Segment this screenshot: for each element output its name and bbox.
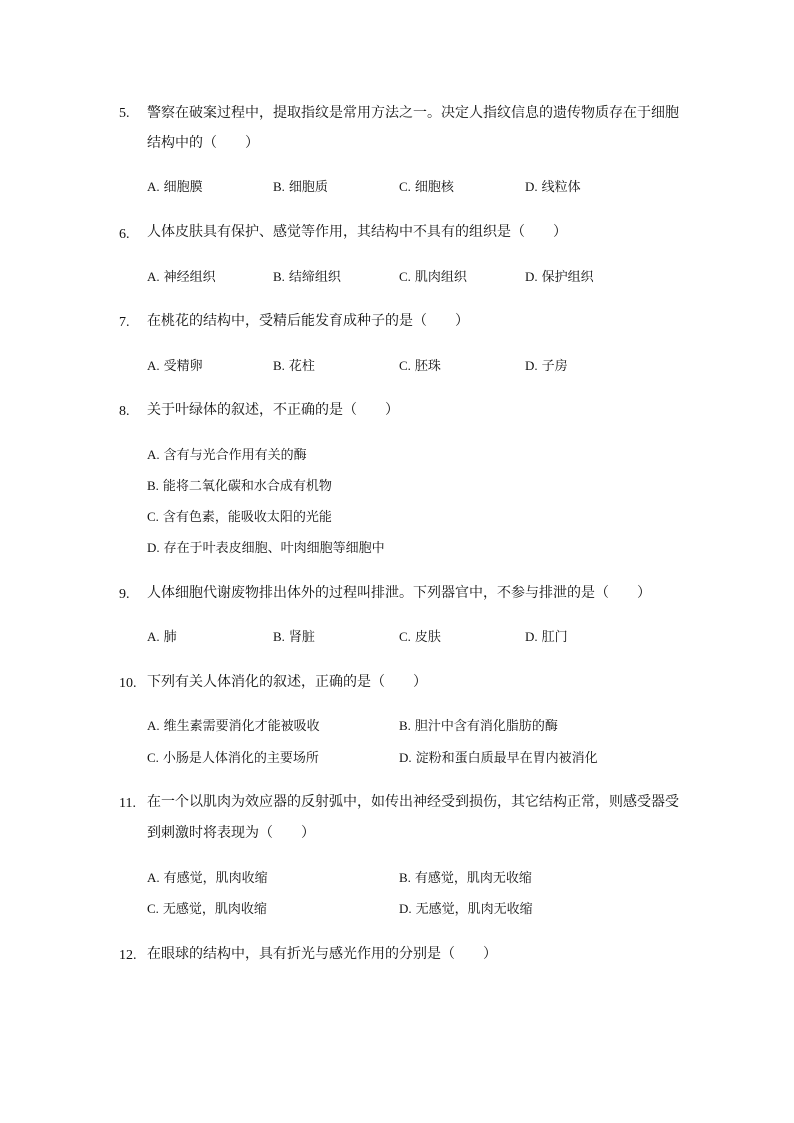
option-a: [147, 868, 268, 889]
option-text: 受精卵: [163, 359, 203, 374]
question-stem: 下列有关人体消化的叙述，正确的是（ ）: [147, 674, 427, 690]
option-letter: C.: [399, 629, 411, 644]
option-letter: B.: [399, 870, 411, 885]
question-stem: 警察在破案过程中，提取指纹是常用方法之一。决定人指纹信息的遗传物质存在于细胞: [147, 105, 679, 121]
option-letter: C.: [399, 358, 411, 373]
option-d: [399, 899, 533, 920]
option-text: 含有色素，能吸收太阳的光能: [162, 510, 332, 525]
option-text: 小肠是人体消化的主要场所: [162, 751, 319, 766]
question-stem: 在眼球的结构中，具有折光与感光作用的分别是（ ）: [147, 946, 497, 962]
option-text: 维生素需要消化才能被吸收: [163, 719, 320, 734]
option-c: [399, 267, 467, 288]
option-text: 含有与光合作用有关的酶: [163, 448, 307, 463]
option-letter: C.: [147, 750, 159, 765]
option-letter: B.: [147, 478, 159, 493]
option-c: [399, 356, 441, 377]
option-letter: D.: [525, 269, 538, 284]
option-text: 细胞质: [288, 180, 328, 195]
question-number: 7.: [119, 315, 130, 330]
question-number: 11.: [119, 796, 136, 811]
option-letter: B.: [399, 718, 411, 733]
option-text: 肛门: [541, 630, 568, 645]
option-text: 肾脏: [288, 630, 315, 645]
option-letter: A.: [147, 870, 160, 885]
option-b: [273, 627, 315, 648]
question-number: 10.: [119, 676, 137, 691]
question-number: 5.: [119, 106, 130, 121]
option-a: [147, 267, 216, 288]
option-text: 肺: [163, 630, 177, 645]
option-d: [525, 267, 594, 288]
option-letter: B.: [273, 269, 285, 284]
option-text: 花柱: [288, 359, 315, 374]
option-c: [147, 899, 267, 920]
option-text: 无感觉，肌肉无收缩: [415, 902, 533, 917]
option-b: [399, 716, 558, 737]
option-text: 无感觉，肌肉收缩: [162, 902, 267, 917]
option-letter: C.: [399, 179, 411, 194]
option-letter: D.: [525, 358, 538, 373]
option-letter: D.: [147, 540, 160, 555]
question-stem: 在桃花的结构中，受精后能发育成种子的是（ ）: [147, 313, 469, 329]
option-d: [525, 177, 581, 198]
option-a: [147, 356, 203, 377]
option-letter: D.: [399, 750, 412, 765]
option-text: 能将二氧化碳和水合成有机物: [162, 479, 332, 494]
question-stem: 在一个以肌肉为效应器的反射弧中，如传出神经受到损伤，其它结构正常，则感受器受: [147, 794, 679, 810]
option-text: 胆汁中含有消化脂肪的酶: [414, 719, 558, 734]
option-letter: C.: [147, 901, 159, 916]
option-c: [399, 627, 441, 648]
option-text: 细胞核: [414, 180, 454, 195]
option-letter: A.: [147, 358, 160, 373]
option-letter: D.: [525, 629, 538, 644]
question-stem: 结构中的（ ）: [147, 135, 259, 151]
option-letter: B.: [273, 179, 285, 194]
question-stem: 关于叶绿体的叙述，不正确的是（ ）: [147, 402, 399, 418]
option-a: [147, 445, 307, 466]
option-letter: C.: [399, 269, 411, 284]
option-letter: B.: [273, 629, 285, 644]
option-text: 肌肉组织: [414, 270, 467, 285]
option-text: 淀粉和蛋白质最早在胃内被消化: [415, 751, 598, 766]
option-d: [147, 538, 385, 559]
option-text: 细胞膜: [163, 180, 203, 195]
question-number: 8.: [119, 404, 130, 419]
option-text: 皮肤: [414, 630, 441, 645]
option-letter: B.: [273, 358, 285, 373]
option-text: 结缔组织: [288, 270, 341, 285]
question-number: 12.: [119, 948, 137, 963]
option-a: [147, 177, 203, 198]
option-c: [147, 748, 319, 769]
option-text: 神经组织: [163, 270, 216, 285]
question-stem: 到刺激时将表现为（ ）: [147, 825, 315, 841]
option-text: 胚珠: [414, 359, 441, 374]
option-letter: A.: [147, 269, 160, 284]
option-a: [147, 716, 320, 737]
option-text: 有感觉，肌肉无收缩: [414, 871, 532, 886]
option-d: [399, 748, 598, 769]
option-letter: D.: [525, 179, 538, 194]
option-text: 线粒体: [541, 180, 581, 195]
option-letter: A.: [147, 629, 160, 644]
option-a: [147, 627, 177, 648]
option-b: [273, 177, 328, 198]
option-text: 保护组织: [541, 270, 594, 285]
option-d: [525, 627, 568, 648]
option-letter: A.: [147, 718, 160, 733]
option-c: [399, 177, 454, 198]
option-letter: C.: [147, 509, 159, 524]
question-stem: 人体皮肤具有保护、感觉等作用，其结构中不具有的组织是（ ）: [147, 224, 567, 240]
option-letter: D.: [399, 901, 412, 916]
option-b: [399, 868, 532, 889]
question-number: 6.: [119, 227, 130, 242]
option-letter: A.: [147, 447, 160, 462]
question-stem: 人体细胞代谢废物排出体外的过程叫排泄。下列器官中，不参与排泄的是（ ）: [147, 585, 651, 601]
option-text: 存在于叶表皮细胞、叶肉细胞等细胞中: [163, 541, 385, 556]
option-b: [273, 356, 315, 377]
question-number: 9.: [119, 587, 130, 602]
option-b: [273, 267, 341, 288]
option-d: [525, 356, 568, 377]
option-b: [147, 476, 332, 497]
option-text: 有感觉，肌肉收缩: [163, 871, 268, 886]
option-c: [147, 507, 332, 528]
option-letter: A.: [147, 179, 160, 194]
option-text: 子房: [541, 359, 568, 374]
